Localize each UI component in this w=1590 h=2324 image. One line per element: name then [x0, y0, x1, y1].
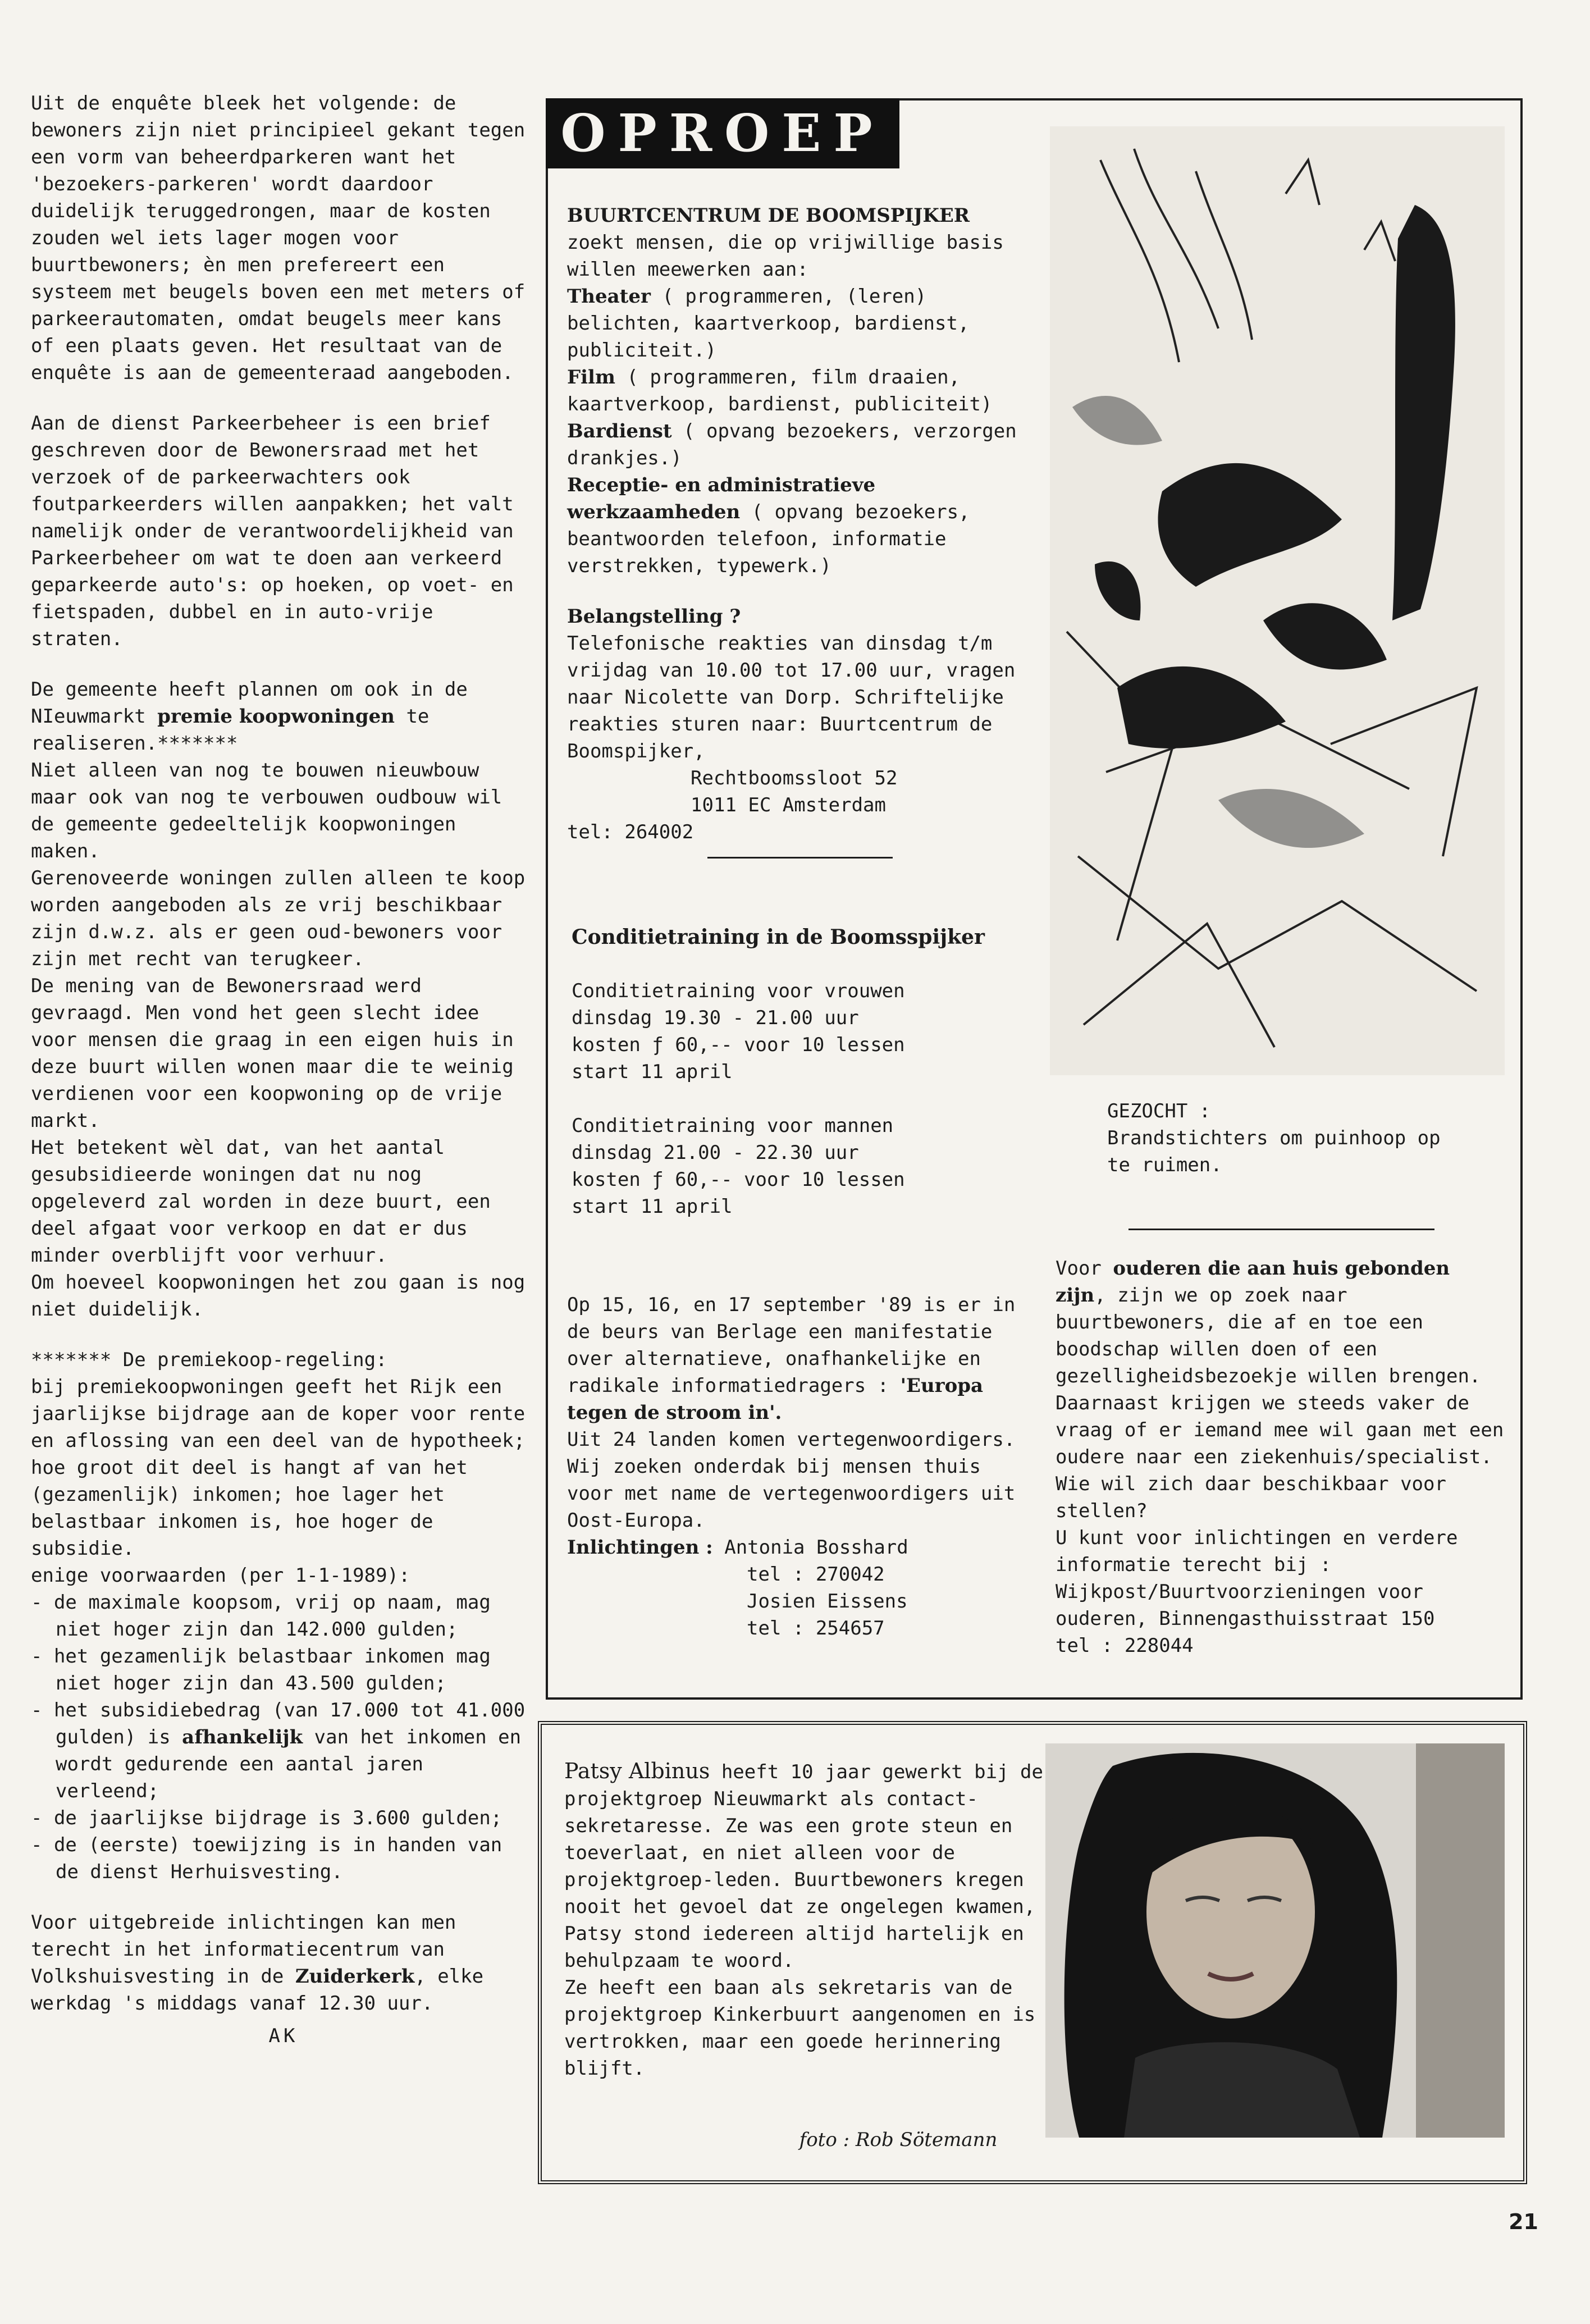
- paragraph-regeling: ******* De premiekoop-regeling: bij premiekoopwoningen geeft het Rijk een jaarlijkse bijdrage aan de koper voor rente en aflossing van een deel van de hypotheek; hoe groot dit deel is hangt af van het (gezamenlijk) inkomen; hoe lager het belastbaar inkomen is, hoe hoger de subsidie. enige voorwaarden (per 1-1-1989):: [31, 1349, 526, 1587]
- vacature-list: BUURTCENTRUM DE BOOMSPIJKER zoekt mensen, die op vrijwillige basis willen meewerken aan: Theater ( programmeren, (leren) belichten, kaartverkoop, bardienst, publiciteit.) Film ( programmeren, film draaien, kaartverkoop, bardienst, publiciteit) Bardienst ( opvang bezoekers, verzorgen drankjes.) Receptie- en administratieve werkzaamheden ( opvang bezoekers, beantwoorden telefoon, informatie verstrekken, typewerk.): [567, 204, 1017, 577]
- list-item: - de jaarlijkse bijdrage is 3.600 gulden;: [31, 1807, 502, 1829]
- oproep-text: [567, 202, 1033, 881]
- ink-illustration: [1050, 126, 1505, 1075]
- oproep-banner: OPROEP: [546, 98, 899, 168]
- gezocht: GEZOCHT : Brandstichters om puinhoop op te ruimen.: [1107, 1100, 1441, 1176]
- ruins-drawing-icon: [1050, 126, 1505, 1075]
- page-number: 21: [1509, 2209, 1538, 2234]
- list-item: - het gezamenlijk belastbaar inkomen mag niet hoger zijn dan 43.500 gulden;: [31, 1645, 491, 1695]
- list-item: - de (eerste) toewijzing is in handen van de dienst Herhuisvesting.: [31, 1834, 502, 1883]
- paragraph-inlichtingen: Voor uitgebreide inlichtingen kan men terecht in het informatiecentrum van Volkshuisvesting in de Zuiderkerk, elke werkdag 's middags vanaf 12.30 uur.: [31, 1911, 484, 2015]
- portrait-photo: [1045, 1743, 1505, 2138]
- photo-credit: foto : Rob Sötemann: [799, 2129, 998, 2151]
- paragraph-premie-koop: De gemeente heeft plannen om ook in de NIeuwmarkt premie koopwoningen te realiseren.******* Niet alleen van nog te bouwen nieuwbouw maar ook van nog te verbouwen oudbouw wil de gemeente gedeeltelijk koopwoningen maken. Gerenoveerde woningen zullen alleen te koop worden aangeboden als ze vrij beschikbaar zijn d.w.z. als er geen oud-bewoners voor zijn met recht van terugkeer. De mening van de Bewonersraad werd gevraagd. Men vond het geen slecht idee voor mensen die graag in een eigen huis in deze buurt willen wonen maar die te weinig verdienen voor een koopwoning op de vrije markt. Het betekent wèl dat, van het aantal gesubsidieerde woningen dat nu nog opgeleverd zal worden in deze buurt, een deel afgaat voor verkoop en dat er dus minder overblijft voor verhuur. Om hoeveel koopwoningen het zou gaan is nog niet duidelijk.: [31, 678, 526, 1321]
- conditie-vrouwen: Conditietraining voor vrouwen dinsdag 19.30 - 21.00 uur kosten ƒ 60,-- voor 10 lessen start 11 april: [572, 980, 905, 1083]
- belangstelling: Belangstelling ? Telefonische reakties van dinsdag t/m vrijdag van 10.00 tot 17.00 uur, vragen naar Nicolette van Dorp. Schriftelijke reakties sturen naar: Buurtcentrum de Boomspijker, Rechtboomssloot 52 1011 EC Amsterdam tel: 264002: [567, 605, 1016, 843]
- voorwaarden-list: [31, 1589, 536, 1885]
- divider: [707, 857, 893, 859]
- list-item: - het subsidiebedrag (van 17.000 tot 41.000 gulden) is afhankelijk van het inkomen en wordt gedurende een aantal jaren verleend;: [31, 1699, 526, 1802]
- paragraph-parkeerbeheer: Aan de dienst Parkeerbeheer is een brief geschreven door de Bewonersraad met het verzoek of de parkeerwachters ook foutparkeerders willen aanpakken; het valt namelijk onder de verantwoordelijkheid van Parkeerbeheer om wat te doen aan verkeerd geparkeerde auto's: op hoeken, op voet- en fietspaden, dubbel en in auto-vrije straten.: [31, 412, 514, 650]
- portrait-icon: [1045, 1743, 1505, 2138]
- divider: [1128, 1229, 1434, 1230]
- patsy-text: Patsy Albinus heeft 10 jaar gewerkt bij de projektgroep Nieuwmarkt als contact-sekretaresse. Ze was een grote steun en toeverlaat, en niet alleen voor de projektgroep-leden. Buurtbewoners kregen nooit het gevoel dat ze ongelegen kwamen, Patsy stond iedereen altijd hartelijk en behulpzaam te woord. Ze heeft een baan als sekretaris van de projektgroep Kinkerbuurt aangenomen en is vertrokken, maar een goede herinnering blijft.: [564, 1759, 1043, 2080]
- signature: AK: [268, 2025, 299, 2047]
- left-column: [31, 90, 536, 2073]
- beurs-berlage: Op 15, 16, en 17 september '89 is er in de beurs van Berlage een manifestatie over alternatieve, onafhankelijke en radikale informatiedragers : 'Europa tegen de stroom in'. Uit 24 landen komen vertegenwoordigers. Wij zoeken onderdak bij mensen thuis voor met name de vertegenwoordigers uit Oost-Europa. Inlichtingen : Antonia Bosshard tel : 270042 Josien Eissens tel : 254657: [567, 1294, 1016, 1640]
- conditie-mannen: Conditietraining voor mannen dinsdag 21.00 - 22.30 uur kosten ƒ 60,-- voor 10 lessen start 11 april: [572, 1115, 905, 1218]
- paragraph-enquete: Uit de enquête bleek het volgende: de bewoners zijn niet principieel gekant tegen een vorm van beheerdparkeren want het 'bezoekers-parkeren' wordt daardoor duidelijk teruggedrongen, maar de kosten zouden wel iets lager mogen voor buurtbewoners; èn men prefereert een systeem met beugels boven een met meters of parkeerautomaten, omdat beugels meer kans of een plaats geven. Het resultaat van de enquête is aan de gemeenteraad aangeboden.: [31, 92, 526, 384]
- conditie-title: Conditietraining in de Boomsspijker: [572, 925, 985, 949]
- ouderen-oproep: Voor ouderen die aan huis gebonden zijn, zijn we op zoek naar buurtbewoners, die af en toe een boodschap willen doen of een gezelligheidsbezoekje willen brengen. Daarnaast krijgen we steeds vaker de vraag of er iemand mee wil gaan met een oudere naar een ziekenhuis/specialist. Wie wil zich daar beschikbaar voor stellen? U kunt voor inlichtingen en verdere informatie terecht bij : Wijkpost/Buurtvoorzieningen voor ouderen, Binnengasthuisstraat 150 tel : 228044: [1056, 1257, 1504, 1657]
- patsy-name: Patsy Albinus: [564, 1759, 710, 1783]
- conditietraining: [572, 924, 1032, 1247]
- list-item: - de maximale koopsom, vrij op naam, mag niet hoger zijn dan 142.000 gulden;: [31, 1591, 491, 1641]
